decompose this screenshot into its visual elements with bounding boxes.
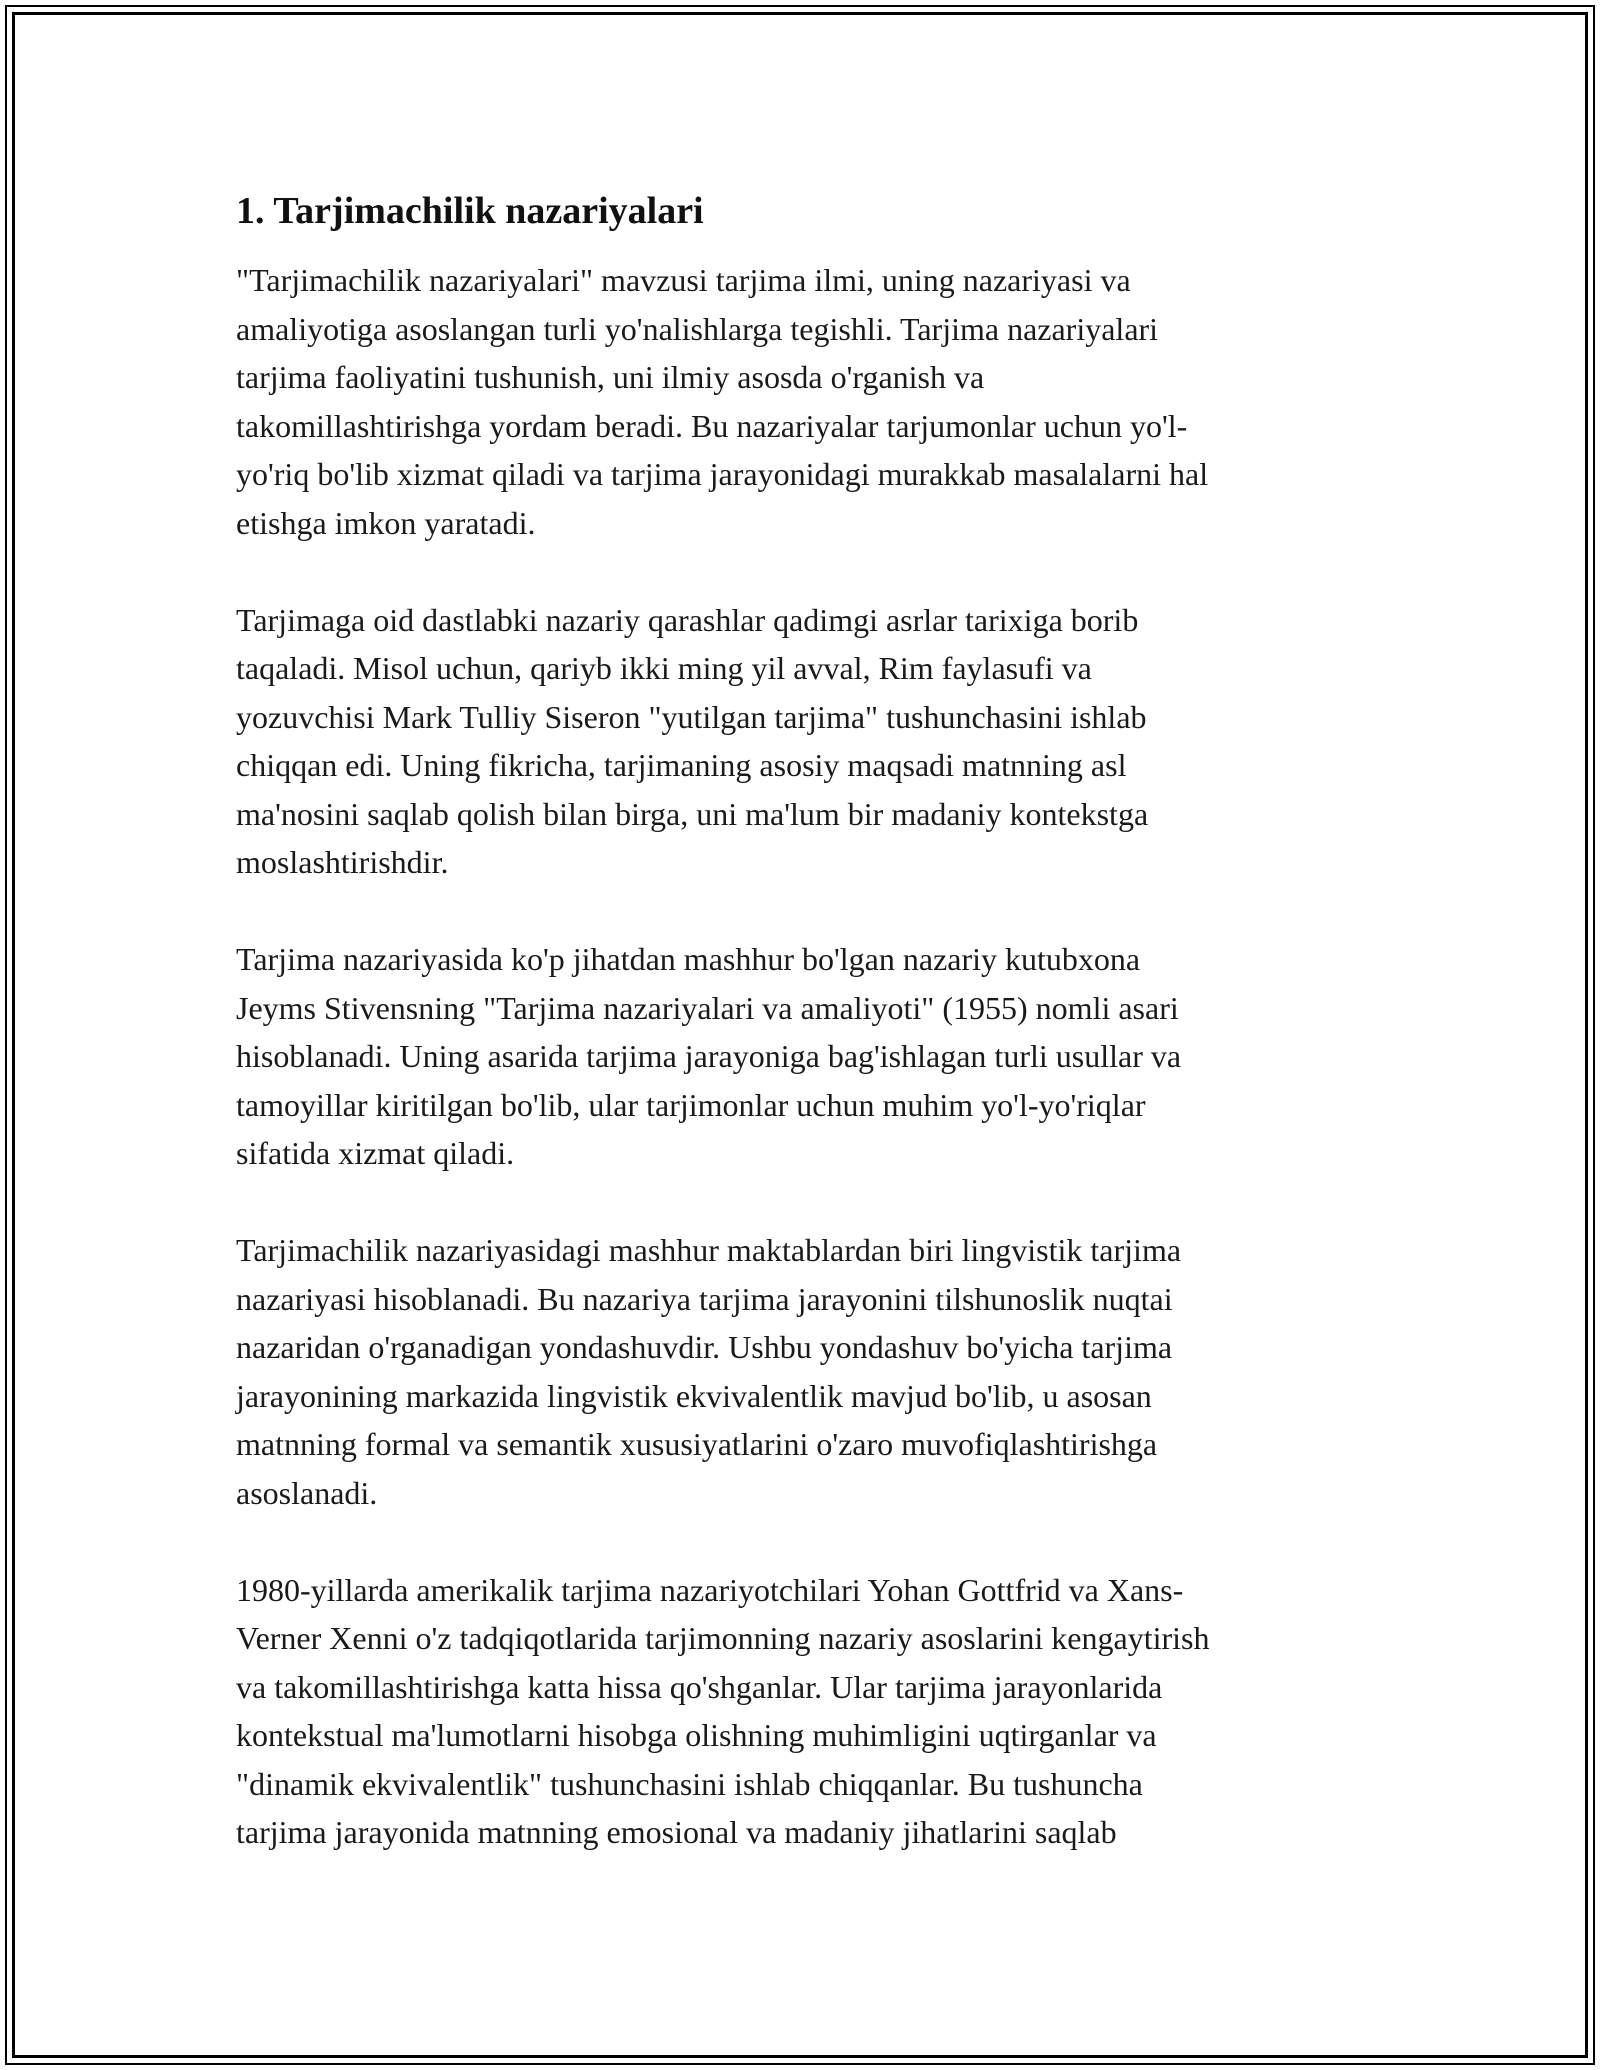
text-line: chiqqan edi. Uning fikricha, tarjimaning asosiy maqsadi matnning asl <box>236 747 1127 783</box>
text-line: ma'nosini saqlab qolish bilan birga, uni ma'lum bir madaniy kontekstga <box>236 795 1149 832</box>
text-line: sifatida xizmat qiladi. <box>236 1135 515 1171</box>
text-line: moslashtirishdir. <box>236 844 449 880</box>
text-line: yo'riq bo'lib xizmat qiladi va tarjima jarayonidagi murakkab masalalarni hal <box>236 456 1209 492</box>
paragraph-3 <box>236 935 1366 1178</box>
paragraph-1 <box>236 256 1366 547</box>
text-line: Jeyms Stivensning "Tarjima nazariyalari va amaliyoti" (1955) nomli asari <box>236 989 1179 1026</box>
text-line: nazaridan o'rganadigan yondashuvdir. Ushbu yondashuv bo'yicha tarjima <box>236 1329 1173 1365</box>
text-line: nazariyasi hisoblanadi. Bu nazariya tarjima jarayonini tilshunoslik nuqtai <box>236 1280 1173 1317</box>
text-line: tarjima jarayonida matnning emosional va madaniy jihatlarini saqlab <box>236 1814 1117 1850</box>
text-line: Verner Xenni o'z tadqiqotlarida tarjimonning nazariy asoslarini kengaytirish <box>236 1620 1210 1656</box>
text-line: Tarjima nazariyasida ko'p jihatdan mashhur bo'lgan nazariy kutubxona <box>236 941 1141 977</box>
text-line: 1980-yillarda amerikalik tarjima nazariyotchilari Yohan Gottfrid va Xans- <box>236 1571 1184 1608</box>
text-line: kontekstual ma'lumotlarni hisobga olishning muhimligini uqtirganlar va <box>236 1717 1157 1753</box>
text-line: "dinamik ekvivalentlik" tushunchasini ishlab chiqqanlar. Bu tushuncha <box>236 1765 1143 1802</box>
text-line: etishga imkon yaratadi. <box>236 504 536 541</box>
text-line: hisoblanadi. Uning asarida tarjima jarayoniga bag'ishlagan turli usullar va <box>236 1038 1182 1074</box>
text-line: asoslanadi. <box>236 1474 378 1511</box>
text-line: yozuvchisi Mark Tulliy Siseron "yutilgan tarjima" tushunchasini ishlab <box>236 698 1147 735</box>
text-line: taqaladi. Misol uchun, qariyb ikki ming yil avval, Rim faylasufi va <box>236 650 1092 686</box>
text-line: matnning formal va semantik xususiyatlarini o'zaro muvofiqlashtirishga <box>236 1426 1158 1462</box>
text-line: takomillashtirishga yordam beradi. Bu nazariyalar tarjumonlar uchun yo'l- <box>236 407 1188 444</box>
text-line: va takomillashtirishga katta hissa qo'shganlar. Ular tarjima jarayonlarida <box>236 1668 1163 1705</box>
text-line: tarjima faoliyatini tushunish, uni ilmiy asosda o'rganish va <box>236 359 985 395</box>
paragraph-5 <box>236 1566 1366 1857</box>
text-line: tamoyillar kiritilgan bo'lib, ular tarjimonlar uchun muhim yo'l-yo'riqlar <box>236 1086 1146 1123</box>
paragraph-2 <box>236 596 1366 887</box>
text-line: amaliyotiga asoslangan turli yo'nalishlarga tegishli. Tarjima nazariyalari <box>236 310 1159 347</box>
section-heading: 1. Tarjimachilik nazariyalari <box>236 190 704 232</box>
text-line: Tarjimachilik nazariyasidagi mashhur maktablardan biri lingvistik tarjima <box>236 1232 1182 1268</box>
text-line: jarayonining markazida lingvistik ekvivalentlik mavjud bo'lib, u asosan <box>236 1377 1152 1414</box>
text-line: "Tarjimachilik nazariyalari" mavzusi tarjima ilmi, uning nazariyasi va <box>236 262 1131 298</box>
paragraph-4 <box>236 1226 1366 1517</box>
document-body <box>236 186 1366 1905</box>
text-line: Tarjimaga oid dastlabki nazariy qarashlar qadimgi asrlar tarixiga borib <box>236 601 1139 638</box>
